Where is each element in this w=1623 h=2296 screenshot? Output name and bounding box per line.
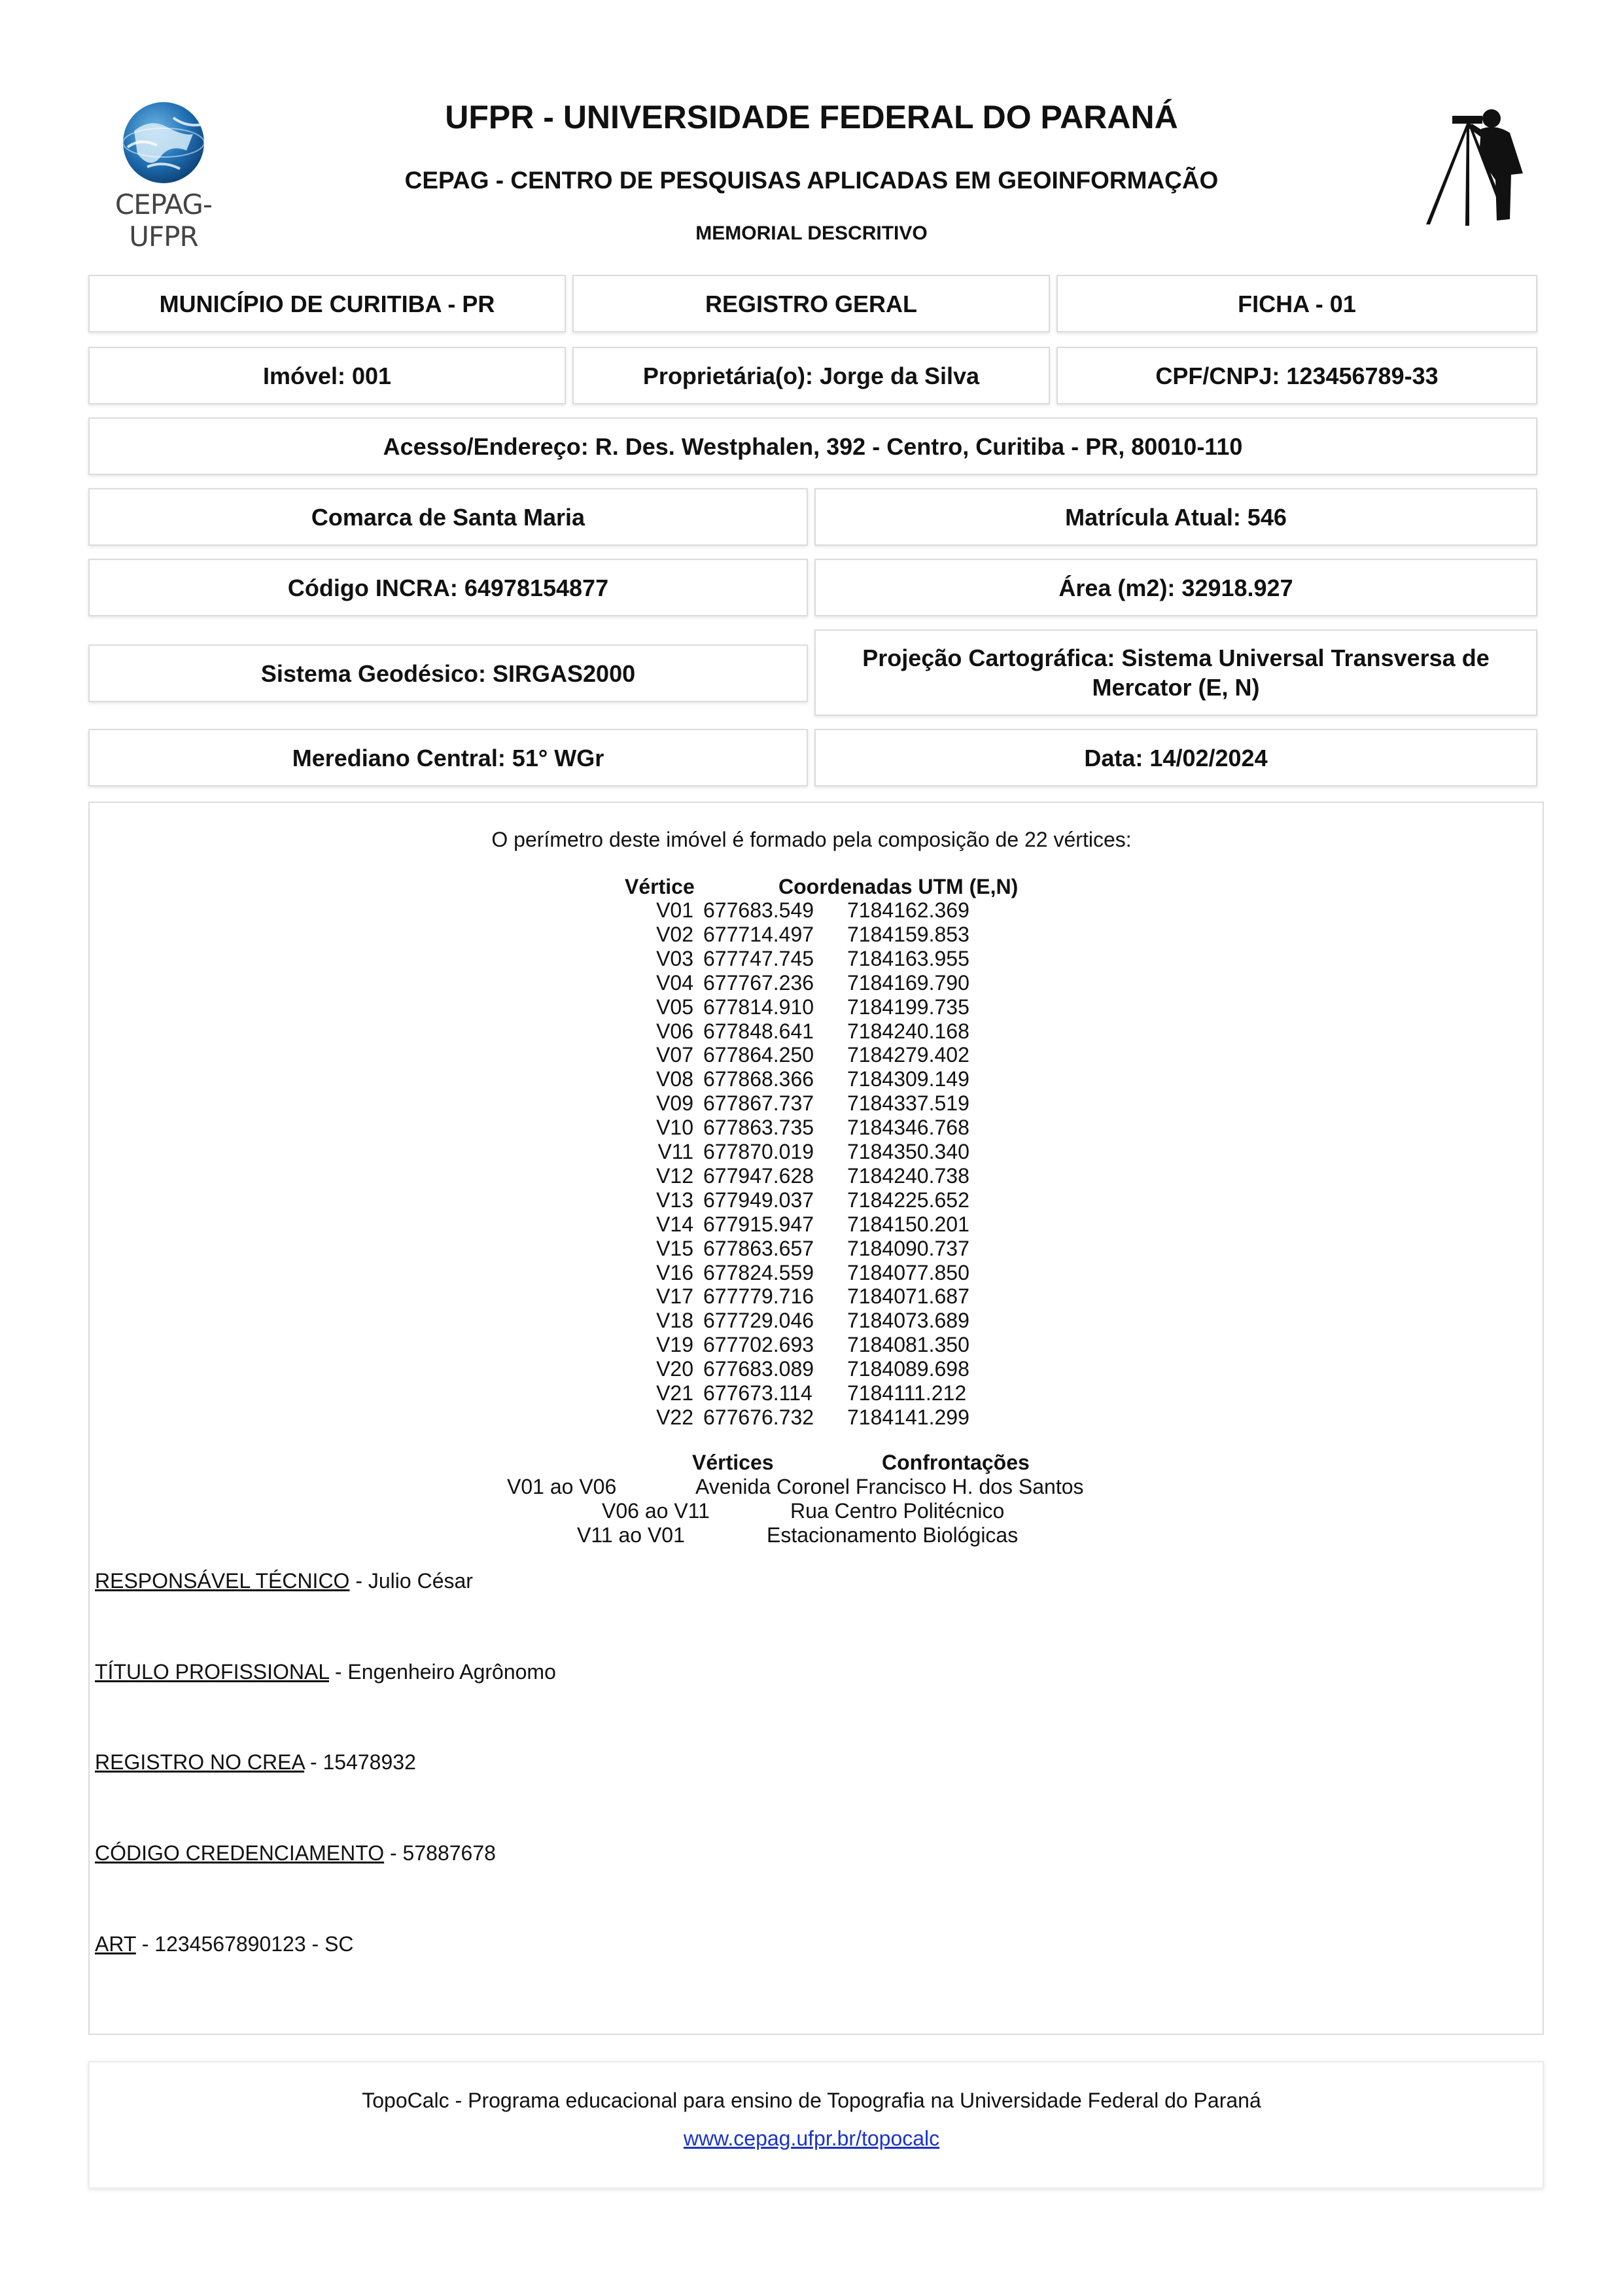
vertex-northing: 7184162.369: [847, 898, 969, 922]
confrontacao-range: V06 ao V11: [602, 1499, 710, 1523]
titulo-profissional: TÍTULO PROFISSIONAL - Engenheiro Agrônomo: [95, 1660, 556, 1684]
vertex-northing: 7184159.853: [847, 922, 969, 946]
vertex-id: V04: [656, 970, 693, 995]
vertex-northing: 7184090.737: [847, 1236, 969, 1260]
vertex-id: V11: [657, 1140, 693, 1163]
topocalc-link[interactable]: www.cepag.ufpr.br/topocalc: [683, 2127, 940, 2150]
vertex-northing: 7184081.350: [847, 1333, 969, 1357]
vertex-id: V20: [656, 1357, 693, 1381]
vertex-easting: 677867.737: [703, 1091, 814, 1116]
vertex-id: V02: [656, 922, 693, 946]
center-title: CEPAG - CENTRO DE PESQUISAS APLICADAS EM GEOINFORMAÇÃO: [404, 167, 1219, 194]
vertex-id: V05: [656, 995, 693, 1019]
vertex-easting: 677767.236: [703, 970, 814, 995]
vertex-northing: 7184350.340: [847, 1140, 969, 1163]
endereco-box: Acesso/Endereço: R. Des. Westphalen, 392 - Centro, Curitiba - PR, 80010-110: [88, 417, 1537, 475]
proprietario-box: Proprietária(o): Jorge da Silva: [572, 347, 1050, 404]
confrontacao-range: V01 ao V06: [507, 1475, 617, 1498]
vertex-id: V03: [656, 946, 693, 970]
vertex-easting: 677747.745: [703, 946, 814, 970]
vertex-easting: 677864.250: [703, 1043, 814, 1067]
vertex-northing: 7184169.790: [847, 970, 969, 995]
footer: [88, 2061, 1544, 2189]
codigo-credenciamento: CÓDIGO CREDENCIAMENTO - 57887678: [95, 1841, 496, 1865]
perimeter-intro: O perímetro deste imóvel é formado pela composição de 22 vértices:: [491, 828, 1132, 851]
matricula-box: Matrícula Atual: 546: [814, 488, 1537, 546]
vertex-id: V09: [656, 1091, 693, 1116]
art: ART - 1234567890123 - SC: [95, 1932, 354, 1956]
vertices-col-header: Vértice: [625, 875, 695, 898]
sistema-box: Sistema Geodésico: SIRGAS2000: [88, 645, 808, 702]
vertex-id: V12: [656, 1163, 693, 1188]
vertex-northing: 7184337.519: [847, 1091, 969, 1116]
confrontacao-name: Estacionamento Biológicas: [767, 1523, 1019, 1547]
vertex-northing: 7184346.768: [847, 1116, 969, 1140]
vertex-northing: 7184150.201: [847, 1212, 969, 1236]
confrontacao-name: Rua Centro Politécnico: [790, 1499, 1005, 1523]
vertex-easting: 677729.046: [703, 1309, 814, 1333]
logo-text: CEPAG-UFPR: [114, 188, 213, 253]
registro-box: REGISTRO GERAL: [572, 275, 1050, 332]
vertex-id: V14: [656, 1212, 693, 1236]
vertex-easting: 677676.732: [703, 1405, 814, 1429]
vertex-id: V01: [656, 898, 693, 922]
document-type: MEMORIAL DESCRITIVO: [695, 222, 928, 244]
vertex-northing: 7184141.299: [847, 1405, 969, 1429]
vertex-easting: 677673.114: [703, 1381, 812, 1405]
vertex-northing: 7184240.738: [847, 1163, 969, 1188]
vertex-northing: 7184163.955: [847, 946, 969, 970]
vertex-easting: 677949.037: [703, 1188, 814, 1212]
vertex-northing: 7184077.850: [847, 1260, 969, 1284]
footer-text: TopoCalc - Programa educacional para ensino de Topografia na Universidade Federal do Paraná: [362, 2089, 1261, 2112]
vertex-easting: 677947.628: [703, 1163, 814, 1188]
cpf-box: CPF/CNPJ: 123456789-33: [1056, 347, 1537, 404]
vertex-id: V13: [656, 1188, 693, 1212]
vertex-northing: 7184199.735: [847, 995, 969, 1019]
vertex-easting: 677824.559: [703, 1260, 814, 1284]
vertex-id: V07: [656, 1043, 693, 1067]
vertex-northing: 7184073.689: [847, 1309, 969, 1333]
vertex-northing: 7184309.149: [847, 1067, 969, 1091]
meridiano-box: Merediano Central: 51° WGr: [88, 729, 808, 786]
municipio-box: MUNICÍPIO DE CURITIBA - PR: [88, 275, 566, 332]
surveyor-icon: [1413, 101, 1544, 226]
registro-crea: REGISTRO NO CREA - 15478932: [95, 1750, 416, 1774]
vertex-northing: 7184240.168: [847, 1019, 969, 1043]
confrontacoes-header: Confrontações: [882, 1451, 1030, 1474]
area-box: Área (m2): 32918.927: [814, 559, 1537, 616]
vertex-northing: 7184111.212: [847, 1381, 967, 1405]
confrontacao-vertices-header: Vértices: [692, 1451, 774, 1474]
vertex-easting: 677863.735: [703, 1116, 814, 1140]
vertex-id: V21: [656, 1381, 693, 1405]
vertex-northing: 7184279.402: [847, 1043, 969, 1067]
vertex-northing: 7184089.698: [847, 1357, 969, 1381]
vertex-id: V16: [656, 1260, 693, 1284]
coords-col-header: Coordenadas UTM (E,N): [778, 875, 1019, 898]
vertex-easting: 677868.366: [703, 1067, 814, 1091]
comarca-box: Comarca de Santa Maria: [88, 488, 808, 546]
vertex-easting: 677848.641: [703, 1019, 814, 1043]
ficha-box: FICHA - 01: [1056, 275, 1537, 332]
vertex-id: V10: [656, 1116, 693, 1140]
vertex-northing: 7184071.687: [847, 1284, 969, 1309]
confrontacao-range: V11 ao V01: [577, 1523, 685, 1547]
vertex-id: V06: [656, 1019, 693, 1043]
vertex-id: V08: [656, 1067, 693, 1091]
imovel-box: Imóvel: 001: [88, 347, 566, 404]
vertex-easting: 677863.657: [703, 1236, 814, 1260]
confrontacao-name: Avenida Coronel Francisco H. dos Santos: [695, 1475, 1084, 1498]
data-box: Data: 14/02/2024: [814, 729, 1537, 786]
vertex-easting: 677779.716: [703, 1284, 814, 1309]
responsavel-tecnico: RESPONSÁVEL TÉCNICO - Julio César: [95, 1569, 473, 1593]
vertex-easting: 677814.910: [703, 995, 814, 1019]
vertex-id: V22: [656, 1405, 693, 1429]
vertex-easting: 677702.693: [703, 1333, 814, 1357]
vertex-easting: 677870.019: [703, 1140, 814, 1163]
footer-link-row: [0, 2127, 1623, 2151]
vertex-easting: 677683.089: [703, 1357, 814, 1381]
vertex-id: V15: [656, 1236, 693, 1260]
university-title: UFPR - UNIVERSIDADE FEDERAL DO PARANÁ: [445, 99, 1178, 135]
vertex-easting: 677683.549: [703, 898, 814, 922]
projecao-box: Projeção Cartográfica: Sistema Universal Transversa de Mercator (E, N): [814, 629, 1537, 716]
vertex-id: V17: [656, 1284, 693, 1309]
vertex-easting: 677714.497: [703, 922, 814, 946]
incra-box: Código INCRA: 64978154877: [88, 559, 808, 616]
vertex-id: V19: [656, 1333, 693, 1357]
vertex-northing: 7184225.652: [847, 1188, 969, 1212]
vertex-easting: 677915.947: [703, 1212, 814, 1236]
vertex-id: V18: [656, 1309, 693, 1333]
